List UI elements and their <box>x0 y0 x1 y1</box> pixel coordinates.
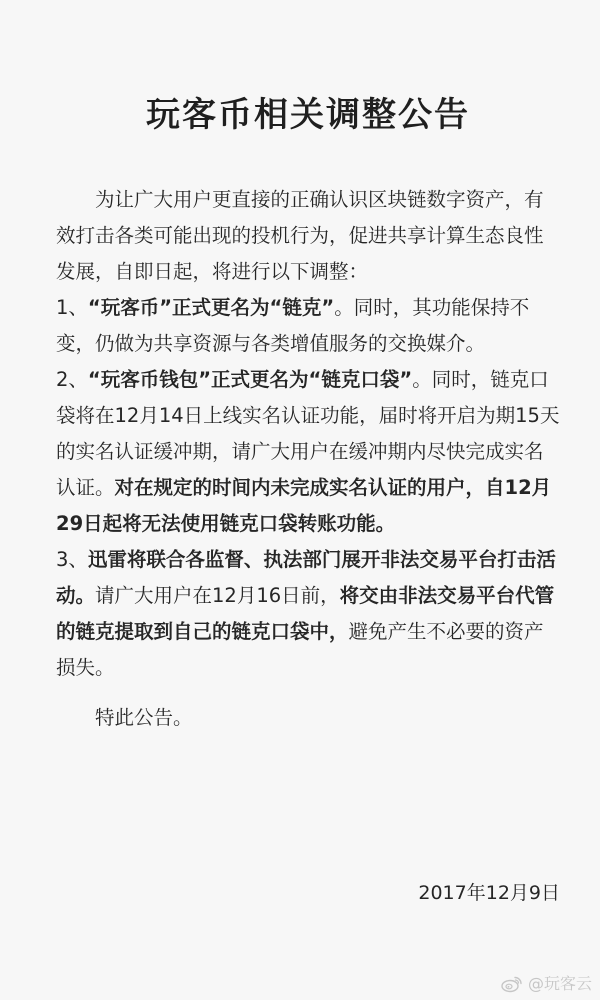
item-1 <box>56 290 560 362</box>
item-2-text: 。同时，链克口袋将在12月14日上线实名认证功能，届时将开启为期15天的实名认证缓冲期，请广大用户在缓冲期内尽快完成实名认证。 <box>56 368 560 499</box>
weibo-watermark <box>501 974 592 994</box>
item-3-bold-2: 将交由非法交易平台代管的链克提取到自己的链克口袋中， <box>56 584 555 643</box>
item-2-bold-1: “玩客币钱包”正式更名为“链克口袋” <box>87 368 413 391</box>
item-1-bold: “玩客币”正式更名为“链克” <box>87 296 335 319</box>
announcement-title: 玩客币相关调整公告 <box>146 95 470 135</box>
item-3-text-2: 避免产生不必要的资产损失。 <box>56 620 544 679</box>
announcement-body <box>56 182 560 736</box>
weibo-handle: @玩客云 <box>527 974 592 993</box>
item-3-number: 3、 <box>56 548 88 571</box>
item-2 <box>56 362 560 542</box>
item-3-bold-1: 迅雷将联合各监督、执法部门展开非法交易平台打击活动。 <box>56 548 556 607</box>
item-2-number: 2、 <box>56 368 88 391</box>
intro-paragraph: 为让广大用户更直接的正确认识区块链数字资产，有效打击各类可能出现的投机行为，促进共享计算生态良性发展，自即日起，将进行以下调整： <box>56 188 544 283</box>
weibo-icon <box>501 975 523 993</box>
item-2-bold-2: 对在规定的时间内未完成实名认证的用户，自12月29日起将无法使用链克口袋转账功能。 <box>56 476 552 535</box>
announcement-document <box>56 0 560 1000</box>
closing-line: 特此公告。 <box>95 706 193 729</box>
item-3-text-1: 请广大用户在12月16日前， <box>95 584 340 607</box>
announcement-date: 2017年12月9日 <box>418 882 560 904</box>
item-3 <box>56 542 560 686</box>
item-1-number: 1、 <box>56 296 88 319</box>
item-1-text: 。同时，其功能保持不变，仍做为共享资源与各类增值服务的交换媒介。 <box>56 296 530 355</box>
